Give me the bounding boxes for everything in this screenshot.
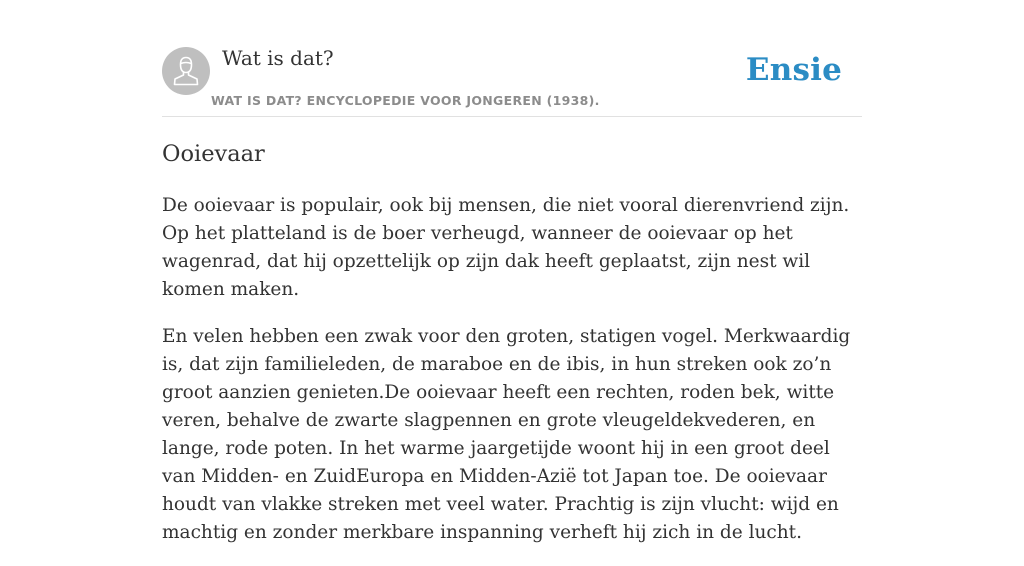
avatar[interactable] [162,47,210,95]
source-title[interactable]: Wat is dat? [222,46,334,70]
article-title: Ooievaar [162,141,265,167]
brand-logo[interactable]: Ensie [745,52,842,88]
source-subtitle[interactable]: WAT IS DAT? ENCYCLOPEDIE VOOR JONGEREN (1938). [211,93,600,108]
article-paragraph: De ooievaar is populair, ook bij mensen, die niet vooral dierenvriend zijn. Op het platteland is de boer verheugd, wanneer de ooievaar op het wagenrad, dat hij opzettelijk op zijn dak heeft geplaatst, zijn nest wil komen maken. [162,195,850,300]
article-paragraph: En velen hebben een zwak voor den groten, statigen vogel. Merkwaardig is, dat zijn familieleden, de maraboe en de ibis, in hun streken ook zo’n groot aanzien genieten.De ooievaar heeft een rechten, roden bek, witte veren, behalve de zwarte slagpennen en grote vleugeldekvederen, en lange, rode poten. In het warme jaargetijde woont hij in een groot deel van Midden- en ZuidEuropa en Midden-Azië tot Japan toe. De ooievaar houdt van vlakke streken met veel water. Prachtig is zijn vlucht: wijd en machtig en zonder merkbare inspanning verheft hij zich in de lucht. [162,326,851,543]
article-body [162,192,864,566]
source-header [162,46,862,117]
user-icon [162,47,210,95]
